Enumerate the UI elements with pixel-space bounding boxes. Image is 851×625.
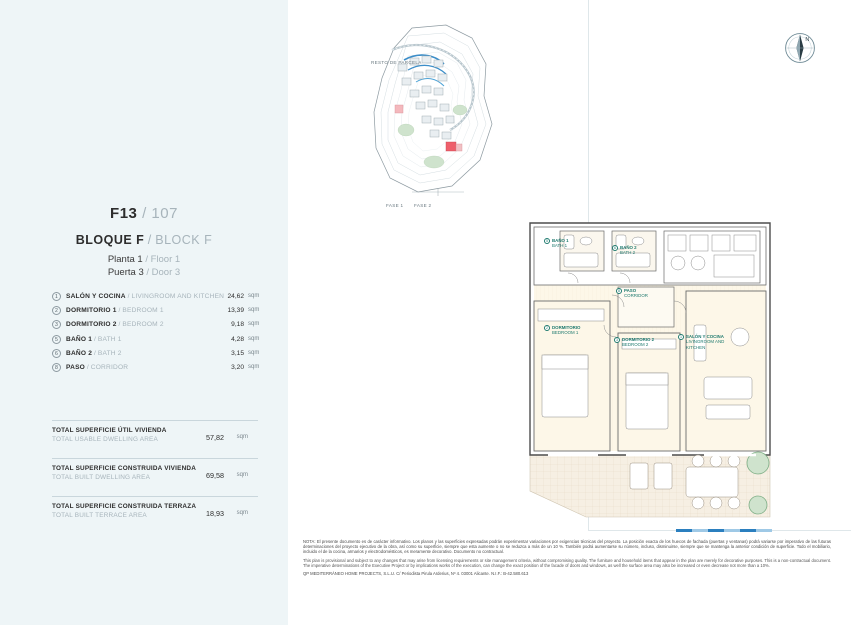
room-number-badge: 2 [546,326,548,330]
door-separator: / [146,267,150,278]
total-label-en: TOTAL BUILT DWELLING AREA [52,474,151,481]
unit-code: F13 [110,205,138,222]
room-name-sep: / [118,307,121,315]
list-item [52,305,258,319]
floor-label-en: Floor 1 [150,254,181,265]
room-name-sep: / [118,321,121,329]
compass-icon [782,30,818,66]
disclaimer-es: NOTA: El presente documento es de carácter informativo. Los planos y las superficies expresadas podrán experimentar variaciones por exigencias técnicas del proyecto. La posición exacta de los huecos de fachada (puertas y ventanas) podrá variarse por imperativo de las futuras determinaciones del proyecto ejecutivo de la obra, así como su superficie, siempre que esta aumente o no se reduzca a más de un 10 %. También podrá aumentarse su número, incluso, disminuirse, siempre que se mantenga la anterior condición de superficie. Todo el mobiliario, incluido el de la cocina, armarios y electrodomésticos, es meramente decorativo. Documento no contractual. [303,539,831,555]
list-item [52,334,258,348]
total-value: 18,93 [206,509,224,518]
block-label-en: BLOCK F [155,233,213,247]
total-unit: sqm [236,434,248,440]
room-number-badge: 8 [618,289,620,293]
disclaimer-en: This plan is provisional and subject to any changes that may arise from licensing requirements or site management criteria, without compromising quality. The furniture and household items that appear in the plan are merely for decorative purposes. This is a non-contractual document. The imperative determinations of the Executive Project or by implications works of the execution, can change the exact position of the facade of doors and windows, as well the surface area may also be increased or even decrease not more than a 10%. [303,557,831,568]
room-number-badge: 1 [680,335,682,339]
room-area-value: 3,20 [231,363,244,371]
room-area-unit: sqm [248,335,260,342]
total-built-area [52,458,258,481]
room-number-badge: 6 [52,349,61,358]
room-name [66,364,128,371]
room-name [66,336,122,343]
total-usable-area [52,420,258,443]
scale-bar [676,528,772,533]
room-area-value: 13,39 [227,307,244,315]
room-name-es: DORMITORIO 2 [66,321,117,329]
total-unit: sqm [236,510,248,516]
room-area-unit: sqm [248,307,260,314]
room-name [66,307,164,314]
room-name-en: CORRIDOR [90,363,129,371]
room-number-badge: 3 [52,320,61,329]
block-label-es: BLOQUE F [75,233,145,247]
room-name-es: SALÓN Y COCINA [66,293,126,300]
room-name-es: BAÑO 2 [66,349,93,357]
site-plan [360,20,520,205]
plan-tag-bath-2 [614,245,637,256]
site-parcel-label: RESTO DE PARCELA [371,60,422,65]
phase-1-label: FASE 1 [386,203,404,208]
door-label-es: Puerta 3 [107,267,144,278]
list-item [52,291,258,305]
block-separator: / [147,233,152,247]
unit-number: 107 [151,205,178,222]
room-name-sep: / [127,293,130,300]
room-number-badge: 5 [546,239,548,243]
door-line [30,267,258,278]
list-item [52,319,258,333]
total-label-en: TOTAL BUILT TERRACE AREA [52,512,147,519]
plan-tag-es: BAÑO 2 [620,245,637,250]
plan-tag-es: SALÓN Y COCINA [686,334,724,339]
room-area-unit: sqm [248,321,260,328]
plan-tag-es: BAÑO 1 [552,238,569,243]
plan-tag-es: PASO [624,288,637,293]
room-area-unit: sqm [248,363,260,370]
room-area-value: 9,18 [231,321,244,329]
room-name-en: BATH 1 [97,335,122,343]
room-name-sep: / [93,335,97,343]
room-name-en: BEDROOM 1 [122,307,164,315]
list-item [52,348,258,362]
plan-tag-en: CORRIDOR [624,293,648,299]
list-item [52,362,258,376]
room-number-badge: 3 [616,338,618,342]
room-number-badge: 2 [52,306,61,315]
plan-tag-en: LIVINGROOM AND KITCHEN [686,339,725,350]
floor-label-es: Planta 1 [107,254,143,265]
room-area-unit: sqm [248,349,260,356]
room-name-es: PASO [66,363,85,371]
room-area-unit: sqm [248,293,260,299]
rooms-list [52,291,258,376]
room-name-sep: / [86,363,89,371]
plan-tag-corridor [618,288,648,299]
room-area-value: 4,28 [231,335,244,343]
plan-tag-en: BATH 2 [620,250,636,256]
info-panel [0,0,288,625]
room-name-en: BATH 2 [97,349,122,357]
room-area-value: 24,62 [227,293,244,300]
plan-tag-es: DORMITORIO [552,325,581,330]
room-area-value: 3,15 [231,349,244,357]
room-number-badge: 1 [52,292,61,301]
floor-separator: / [145,254,148,265]
room-name-es: BAÑO 1 [66,335,93,343]
plan-tag-bath-1 [546,238,569,249]
room-name-en: LIVINGROOM AND KITCHEN [131,293,225,300]
room-name [66,350,122,357]
svg-text:N: N [805,36,810,43]
unit-title [30,205,258,222]
room-number-badge: 5 [52,335,61,344]
unit-title-separator: / [142,205,147,222]
total-unit: sqm [236,472,248,478]
door-label-en: Door 3 [151,267,181,278]
plan-tag-en: BATH 1 [552,243,568,249]
room-number-badge: 6 [614,246,616,250]
total-value: 69,58 [206,471,224,480]
block-line [30,233,258,247]
total-label-en: TOTAL USABLE DWELLING AREA [52,436,158,443]
floor-plan-drawing [508,205,793,525]
total-terrace-area [52,496,258,519]
phase-2-label: FASE 2 [414,203,432,208]
room-number-badge: 8 [52,363,61,372]
total-label-es: TOTAL SUPERFICIE ÚTIL VIVIENDA [52,427,167,434]
plan-tag-en: BEDROOM 1 [552,330,579,336]
disclaimer-block [303,539,831,579]
plan-tag-living-kitchen [680,334,744,350]
total-label-es: TOTAL SUPERFICIE CONSTRUIDA TERRAZA [52,503,197,510]
room-name-en: BEDROOM 2 [122,321,164,329]
room-name [66,293,224,300]
info-panel-inner [30,0,258,625]
plan-tag-en: BEDROOM 2 [622,342,649,348]
room-name-es: DORMITORIO 1 [66,307,117,315]
room-name-sep: / [93,349,97,357]
floor-line [30,254,258,265]
company-legal-line: QP MEDITERRÁNEO HOME PROJECTS, S.L.U. C/ Periodista Pirula Arderius, Nº 4. 03001 Alicante. N.I.F.: B-42.580.613 [303,571,529,577]
total-label-es: TOTAL SUPERFICIE CONSTRUIDA VIVIENDA [52,465,197,472]
plan-tag-es: DORMITORIO 2 [622,337,655,342]
total-value: 57,82 [206,433,224,442]
plan-tag-bedroom-1 [546,325,581,336]
plan-tag-bedroom-2 [616,337,655,348]
room-name [66,321,164,328]
